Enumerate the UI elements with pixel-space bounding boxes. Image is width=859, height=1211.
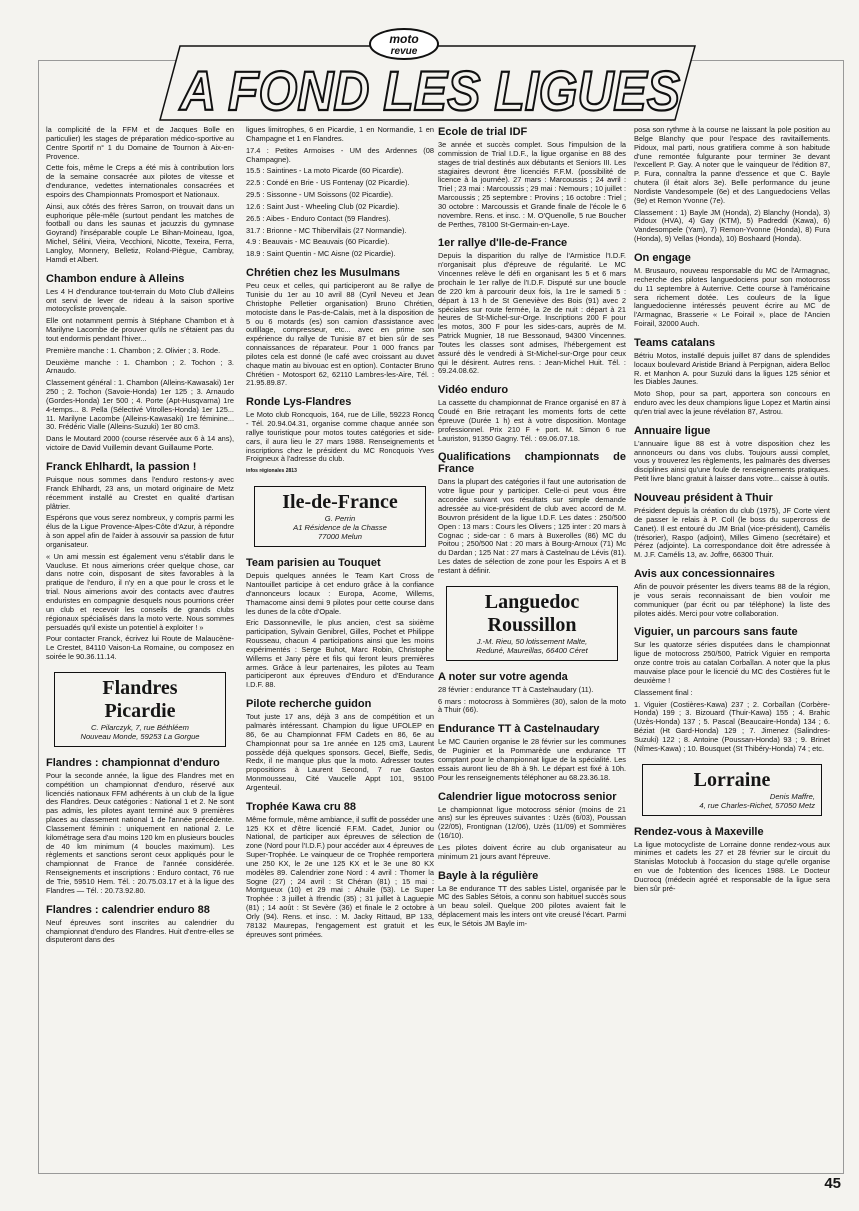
paragraph: Président depuis la création du club (1975), JF Corte vient de passer le relais à P. Coll (le boss du supercross de Canet). Il est entouré du JM Brial (vice-président), Camélis (trésorier), Raspo (adjoint), Milles Gimeno (secrétaire) et Pérez (adjointe). La correspondance doit être adressée à M. J.F. Camélis 13, av. Joffre, 66300 Thuir. bbox=[634, 506, 830, 560]
paragraph: Puisque nous sommes dans l'enduro restons-y avec Franck Ehlhardt, 23 ans, un motard originaire de Metz récemment installé au Crestet en qualité d'artisan plâtrier. bbox=[46, 475, 234, 511]
league-address: Denis Maffre, bbox=[769, 791, 815, 801]
banner-title: A FOND LES LIGUES bbox=[178, 59, 680, 122]
paragraph: 12.6 : Saint Just - Wheeling Club (02 Picardie). bbox=[246, 201, 400, 211]
section-heading: Qualifications championnats de France bbox=[438, 451, 626, 476]
section-heading: Ronde Lys-Flandres bbox=[246, 396, 352, 409]
section-heading: Chrétien chez les Musulmans bbox=[246, 267, 401, 280]
paragraph: Deuxième manche : 1. Chambon ; 2. Tochon ; 3. Arnaudo. bbox=[46, 357, 234, 376]
section-heading: 1er rallye d'Ile-de-France bbox=[438, 237, 568, 250]
paragraph: Depuis la disparition du rallye de l'Armistice l'I.D.F. n'organisait plus d'épreuve de régularité. Le MC Vincennes relève le défi en organisant les 5 et 6 mars prochain le 1er rallye de l'I.D.F. Disputé sur une boucle de 220 km à parcourir deux fois, la 1re le samedi 5 : départ à 13 h de St Geneviève des Bois (91) avec 2 spéciales sur route fermée, la 2e de nuit : départ à 21 heures de St-Michel-sur-Orge. Inscriptions 200 F pour les motos, 300 F pour les sides-cars, auprès de M. Patrick Mugnier, 18 rue Bessonaud, 94300 Vincennes. Toutes les classes sont admises, l'hébergement est assuré dès le vendredi à St-Michel-sur-Orge pour ceux qui le désirent. Autres rens. : Jean-Michel Huit. Tél. : 69.24.08.62. bbox=[438, 251, 626, 376]
column-4 bbox=[634, 126, 830, 1171]
paragraph: Espérons que vous serez nombreux, y compris parmi les élus de la Ligue Provence-Alpes-Côte d'Azur, à répondre à son appel afin de l'aider à assouvir sa passion de futur organisateur. bbox=[46, 513, 234, 549]
paragraph: Ainsi, aux côtés des frères Sarron, on trouvait dans un euphorique pêle-mêle (surtout pendant les matches de football ou dans les saunas et jacuzzis du gymnase Goyrand) l'inséparable couple Le Bihan-Moineau, Igoa, Michel, Sélini, Vieira, Vecchioni, Nicotte, Texeira, Ferra, Langloy, Monnery, Belletiz, Roland-Piègue, Cambray, Hamdi et Albert. bbox=[46, 201, 234, 264]
paragraph: Classement final : bbox=[634, 687, 693, 697]
paragraph: Classement : 1) Bayle JM (Honda), 2) Blanchy (Honda), 3) Pidoux (HVA), 4) Gay (KTM), 5) Padreddi (Kawa), 6) Vandesompele (Yam), 7) Remon-Yvonne (Honda), 8) Fura (Honda), 9) Vellas (Honda), 10) Boshaard (Honda). bbox=[634, 207, 830, 244]
paragraph: Pour la seconde année, la ligue des Flandres met en compétition un championnat d'enduro, réservé aux licenciés nationaux FFM adhérents à un club de la ligue des Flandres. Deux catégories : National 1 et 2. Ne sont pas admis, les pilotes ayant terminé aux 9 premières places au classement national 1 de l'année précédente. Classement féminin : uniquement en national 2. Le kilométrage sera d'au moins 120 km en plusieurs boucles de 40 km minimum (4 boucles maximum). Les règlements et sanctions seront ceux appliqués pour le championnat de France de l'année considérée. Renseignements et inscriptions : Enduro contact, 76 rue de Trie, 59510 Hem. Tél. : 20.75.03.17 et à la ligue des Flandres — Tél. : 20.73.92.80. bbox=[46, 770, 234, 895]
section-heading: Vidéo enduro bbox=[438, 384, 509, 397]
paragraph: 18.9 : Saint Quentin - MC Aisne (02 Picardie). bbox=[246, 249, 396, 259]
league-address: 4, rue Charles-Richet, 57050 Metz bbox=[699, 800, 815, 810]
column-3 bbox=[438, 126, 626, 1171]
intro-text bbox=[46, 126, 234, 265]
league-address: G. Perrin bbox=[324, 514, 356, 524]
paragraph: Afin de pouvoir présenter les divers teams 88 de la région, je vous serais reconnaissant de bien vouloir me communiquer (par écrit ou par téléphone) la liste des pilotes aidés. Merci pour votre collaboration. bbox=[634, 582, 830, 618]
section-heading: Team parisien au Touquet bbox=[246, 557, 381, 570]
paragraph: L'annuaire ligue 88 est à votre disposition chez les annonceurs ou dans vos clubs. Toujours aussi complet, vous y trouverez les règlements, les palmarès des diverses disciplines ainsi qu'une foule de renseignements pratiques. Petit livre blanc gratuit à laisser dans votre... caisse à outils. bbox=[634, 438, 830, 484]
paragraph: Le MC Caurien organise le 28 février sur les communes de Puginier et la Pommarède une endurance TT comptant pour le championnat ligue de la spécialité. Les essais auront lieu de 8h à 9h. Le départ est fixé à 10h. Pour les renseignements téléphoner au 68.23.36.18. bbox=[438, 737, 626, 782]
section-banner bbox=[150, 28, 710, 123]
section-heading: On engage bbox=[634, 251, 691, 264]
paragraph: Dans la plupart des catégories il faut une autorisation de votre ligue pour y participer. Celle-ci peut vous être accordée suivant vos résultats sur simple demande adressée au vice-président de club avec accord de M. Bouvron président de la ligue I.D.F. Les dates : 250/500 Open : 13 mars : Cours les Olivers ; 125 inter : 20 mars à Cognac ; side-car : 6 mars à Buxerolles (86) MC du Poitou ; 250/500 Nat : 20 mars à Bourg-Arnoux (71) Mc du Dardan ; 125 Nat : 27 mars à Castelnau de Lévis (81). Les dates de sélection de zone pour les Espoirs A et B restant à définir. bbox=[438, 477, 626, 575]
paragraph: Dans le Moutard 2000 (course réservée aux 6 à 14 ans), victoire de David Vuillemin devant Guillaume Porte. bbox=[46, 434, 234, 453]
section-heading: Chambon endure à Alleins bbox=[46, 272, 185, 285]
logo-line2: revue bbox=[390, 46, 418, 57]
paragraph: 4.9 : Beauvais - MC Beauvais (60 Picardie). bbox=[246, 237, 390, 247]
paragraph: Eric Dassonneville, le plus ancien, c'est sa sixième participation, Sylvain Genibrel, Gilles, Pochet et Philippe Rousseau, chacun 4 participations ainsi que les moins expérimentés : Serge Buhot, Marc Robin, Christophe Willems et Jany père et fils qui feront leurs premières armes. Grâce à leur partenaires, les pilotes au Team participeront aux épreuves d'Enduro et d'Endurance I.D.F. 88. bbox=[246, 618, 434, 690]
section-heading: A noter sur votre agenda bbox=[438, 670, 568, 683]
paragraph: Moto Shop, pour sa part, apportera son concours en enduro avec les deux champions ligue Lopez et Martin ainsi qu'en trial avec la jeune révélation 87, Astrou. bbox=[634, 389, 830, 416]
paragraph: Le championnat ligue motocross sénior (moins de 21 ans) sur les épreuves suivantes : Uzès (6/03), Poussan (22/05), Frontignan (12/06), Uzès (11/09) et Sommières (16/10). bbox=[438, 804, 626, 841]
paragraph: Première manche : 1. Chambon ; 2. Olivier ; 3. Rode. bbox=[46, 345, 221, 355]
article-columns bbox=[42, 126, 842, 1171]
paragraph: posa son rythme à la course ne laissant la pole position au Belge Blanchy que pour l'espace des ravitaillements. Pidoux, mal parti, nous gratifiera comme à son habitude d'une remontée fulgurante pour terminer 3e devant l'excellent P. Gay. A noter que le vainqueur de l'édition 87, P. Fura, connaîtra la panne d'essence et que C. Bayle chutera (il était alors 3e). Belle performance du jeune Nordiste Vandesompele (6e) et des Languedociens Vellas (9e) et Remon Yvonne (7e). bbox=[634, 126, 830, 205]
section-heading: Avis aux concessionnaires bbox=[634, 568, 775, 581]
paragraph: Tout juste 17 ans, déjà 3 ans de compétition et un palmarès intéressant. Champion du ligue UFOLEP en 86, 6e au Championnat FFM Cadets en 86, 6e au Championnat pour sa 1re année en 125 cm3, Laurent possède déjà quelques sponsors. Gecel, Bieffe, Sedis, Redx, il ne manque plus que la moto. Adresser toutes propositions à Laurent Second, 7 rue Gaston Monmousseau, Cité Vaucelle Appt 101, 95100 Argenteuil. bbox=[246, 712, 434, 792]
column-2 bbox=[246, 126, 434, 1171]
section-heading: Teams catalans bbox=[634, 336, 716, 349]
paragraph: La 8e endurance TT des sables Listel, organisée par le MC des Sables Sétois, a connu son habituel succès sous un beau soleil. Quelque 200 pilotes avaient fait le déplacement mais les inters ont vite creusé l'écart. Parmi eux, le Sétois JM Bayle im- bbox=[438, 883, 626, 928]
paragraph: « Un ami messin est également venu s'établir dans le Vaucluse. Et nous aimerions créer quelque chose, car dans notre coin, disposant de sites favorables à la pratique de l'enduro, il n'y en a que pour le cross et le trial. Nous aimerions avoir des contacts avec d'autres enduristes en compagnie desquels nous pourrions créer un club et recevoir les conseils de grands clubs régionaux spécialisés dans la moto verte. Nous sommes persuadés qu'il existe un potentiel à exploiter ! » bbox=[46, 551, 234, 632]
moto-revue-logo bbox=[370, 29, 438, 59]
section-heading: Rendez-vous à Maxeville bbox=[634, 825, 764, 838]
league-name: Languedoc bbox=[484, 590, 580, 613]
paragraph: ligues limitrophes, 6 en Picardie, 1 en Normandie, 1 en Champagne et 1 en Flandres. bbox=[246, 126, 434, 143]
league-box-flandres bbox=[54, 672, 226, 747]
section-heading: Calendrier ligue motocross senior bbox=[438, 790, 617, 803]
league-box-lorraine bbox=[642, 764, 822, 816]
section-heading: Viguier, un parcours sans faute bbox=[634, 626, 798, 639]
paragraph: La ligue motocycliste de Lorraine donne rendez-vous aux minimes et cadets les 27 et 28 février sur le circuit du Stanislas Motoclub à l'occasion du stage qu'elle organise en vue de l'obtention des licences 1988. Le Docteur Ducrocq (médecin agréé et responsable de la ligue sera bien sûr pré- bbox=[634, 839, 830, 893]
section-heading: Bayle à la régulière bbox=[438, 869, 539, 882]
paragraph: la complicité de la FFM et de Jacques Bolle en particulier) les stages de préparation médico-sportive au Centre Sportif n° 1 du Domaine de Tournon à Aix-en-Provence. bbox=[46, 126, 234, 161]
section-heading: Endurance TT à Castelnaudary bbox=[438, 723, 600, 736]
paragraph: Classement général : 1. Chambon (Alleins-Kawasaki) 1er 250 ; 2. Tochon (Savoie-Honda) 1er 125 ; 3. Arnaudo (Gordes-Honda) 1er 500 ; 4. Porte (Apt-Husqvarna) 1re 4-temps... 8. Pella (Sélectivé Vitrolles-Honda) 1er 125... 11. Marilyne Lacombe (Alleins-Kawasaki) 1re féminine... 30. Frédéric Vialle (Alleins-Suzuki) 1er 80 cm3. bbox=[46, 378, 234, 432]
paragraph: 17.4 : Petites Armoises - UM des Ardennes (08 Champagne). bbox=[246, 145, 434, 164]
paragraph: M. Brusauro, nouveau responsable du MC de l'Armagnac, recherche des pilotes languedociens pour son motocross du 11 septembre à Auterrive. Cette course à l'américaine sera richement dotée. Les couleurs de la ligue languedocienne intéressés peuvent écrire au MC de l'Armagnac, Brasserie « Le Foirail », place de l'Ancien Foirail, 32000 Auch. bbox=[634, 265, 830, 329]
paragraph: 15.5 : Saintines - La moto Picarde (60 Picardie). bbox=[246, 166, 404, 176]
league-name: Flandres bbox=[102, 676, 178, 699]
paragraph: 28 février : endurance TT à Castelnaudary (11). bbox=[438, 684, 594, 694]
paragraph: Peu ceux et celles, qui participeront au 8e rallye de Tunisie du 1er au 10 avril 88 (Cyril Neveu et Jean Christophe Pelletier organisation) Bruno Chrétien, motociste dans le Pas-de-Calais, met à la disposition de 5 ou 6 motards (es) son camion d'assistance avec outillage, compresseur, etc... avec en prime son expérience du rallye de Tunisie 87 et bien sûr de ses connaissances de réparateur. Pour 1 000 francs par pilotes cela est donné (le café avec croissant au duvet chaque matin au bivouac est en option). Contacter Bruno Chrétien - Motosport 62, 62110 Lambres-les-Aire, Tél. : 21.95.89.87. bbox=[246, 281, 434, 388]
paragraph: La cassette du championnat de France organisé en 87 à Coudé en Brie retraçant les moments forts de cette épreuve (Durée 1 h) est à votre disposition. Montage professionnel. Prix 210 F + port. M. Simon 6 rue Lauriston, 91350 Gagny. Tél. : 69.06.07.18. bbox=[438, 398, 626, 443]
paragraph: 31.7 : Brionne - MC Thibervillais (27 Normandie). bbox=[246, 225, 407, 235]
column-1 bbox=[46, 126, 234, 1171]
section-heading: Trophée Kawa cru 88 bbox=[246, 800, 357, 813]
league-address: Nouveau Monde, 59253 La Gorgue bbox=[80, 731, 200, 741]
paragraph: Cette fois, même le Creps a été mis à contribution lors de la semaine consacrée aux pilotes de vitesse et d'endurance, vedettes internationales consacrées et espoirs des Championnats Promosport et Nationaux. bbox=[46, 163, 234, 199]
paragraph: 3e année et succès complet. Sous l'impulsion de la commission de Trial I.D.F., la ligue organise en 88 des stages de trial destinés aux débutants et Seniors III. Les stagiaires devront être licenciés F.F.M. (possibilité de licence à la journée). 27 mars : Marcoussis ; 24 avril : Triel ; 23 mai : Marcoussis ; 29 mai : Nemours ; 10 juillet : Marcoussis ; 25 septembre : Provins ; 16 octobre : Triel ; 30 octobre : Marcoussis et Grande finale de l'école le 6 novembre. Rens. et insc. : M. O'Quenolle, 5 rue Boucher de Perthes, 78100 St-Germain-en-Laye. bbox=[438, 140, 626, 229]
page-number: 45 bbox=[824, 1175, 841, 1192]
section-heading: Pilote recherche guidon bbox=[246, 698, 372, 711]
paragraph: Les pilotes doivent écrire au club organisateur au minimum 21 jours avant l'épreuve. bbox=[438, 842, 626, 861]
paragraph: Bétriu Motos, installé depuis juillet 87 dans de splendides locaux boulevard Aristide Briand à Perpignan, aidera Belloc R. et Manhon A. pour Suzuki dans la ligues 125 sénior et les Diables Jaunes. bbox=[634, 350, 830, 387]
league-address: J.-M. Rieu, 50 lotissement Malte, bbox=[476, 636, 588, 646]
logo-line1: moto bbox=[389, 32, 419, 46]
paragraph: 22.5 : Condé en Brie - US Fontenay (02 Picardie). bbox=[246, 178, 410, 188]
paragraph: Neuf épreuves sont inscrites au calendrier du championnat d'enduro des Flandres. Huit d'entre-elles se disputeront dans des bbox=[46, 917, 234, 945]
banner-graphic bbox=[150, 28, 710, 123]
paragraph: 6 mars : motocross à Sommières (30), salon de la moto à Thuir (66). bbox=[438, 696, 626, 715]
paragraph: Depuis quelques années le Team Kart Cross de Nantouillet participe à cet enduro grâce à la confiance d'annonceurs locaux : Europa, Acome, Willems, Thamacome ainsi demi 9 pilotes pour cette course dans les dunes de la côte d'Opale. bbox=[246, 571, 434, 616]
paragraph: 29.5 : Sissonne - UM Soissons (02 Picardie). bbox=[246, 190, 394, 200]
section-heading: Flandres : calendrier enduro 88 bbox=[46, 903, 210, 916]
section-heading: Franck Ehlhardt, la passion ! bbox=[46, 461, 197, 473]
league-name: Picardie bbox=[104, 699, 176, 722]
section-heading: Ecole de trial IDF bbox=[438, 126, 528, 138]
league-name: Ile-de-France bbox=[282, 491, 398, 514]
league-name: Roussillon bbox=[487, 613, 577, 636]
paragraph: Même formule, même ambiance, il suffit de posséder une 125 KX et d'être licencié F.F.M. Cadet, Junior ou National, de participer aux épreuves de sélection de zone (Nord pour l'I.D.F.) pour accéder aux 4 épreuves de Super-Trophée. Le vainqueur de ce Trophée remportera une 250 KX, le 2e une 125 KX et le 3e une 80 KX modèles 89. Calendrier zone Nord : 4 avril : Thomer la Sogne (27) ; 24 avril : St Chéran (81) ; 15 mai : Montgueux (10) et 29 mai : Ahuile (53). Le Super Trophée : 3 juillet à Ifrendic (35) ; 31 juillet à Laguepie (81) ; 14 août : St Sevère (36) et finale le 2 octobre à Orly (94). Rens. et insc. : M. Jacky Rittaud, BP 133, 78132 Maurepas, l'engagement est gratuit et les épreuves sont primées. bbox=[246, 814, 434, 939]
league-box-ile-de-france bbox=[254, 486, 426, 547]
league-address: 77000 Melun bbox=[318, 532, 362, 542]
paragraph: Elle ont notamment permis à Stéphane Chambon et à Marilyne Lacombe de prouver qu'ils ne s'étaient pas du tout endormis pendant l'hiver... bbox=[46, 316, 234, 343]
section-heading: Annuaire ligue bbox=[634, 424, 711, 437]
paragraph: Les 4 H d'endurance tout-terrain du Moto Club d'Alleins ont servi de lever de rideau à la saison sportive motocycliste provençale. bbox=[46, 286, 234, 314]
league-address: C. Pilarczyk, 7, rue Béthléem bbox=[91, 722, 189, 732]
paragraph: Pour contacter Franck, écrivez lui Route de Malaucène-Le Crestet, 84110 Vaison-La Romaine, ou composez en soirée le 90.36.11.14. bbox=[46, 634, 234, 662]
league-address: A1 Résidence de la Chasse bbox=[293, 523, 387, 533]
source-credit: infos régionales 2813 bbox=[246, 468, 297, 475]
section-heading: Flandres : championnat d'enduro bbox=[46, 756, 220, 769]
paragraph: Le Moto club Roncquois, 164, rue de Lille, 59223 Roncq - Tél. 20.94.04.31, organise comme chaque année son rallye touristique pour motos toutes catégories et side-cars, il aura lieu le 27 mars 1988. Renseignements et inscriptions chez le président du MC Roncquois Yves Froigneux à l'adresse du club. bbox=[246, 410, 434, 464]
league-address: Reduné, Maureillas, 66400 Céret bbox=[476, 645, 588, 655]
paragraph: Sur les quatorze séries disputées dans le championnat ligue de motocross 250/500, Patrick Viguier en remporta onze contre trois au catalan Corbaîlan. A noter que la plus mauvaise place pour le licencié du MC des Costières fut le deuxième ! bbox=[634, 640, 830, 685]
paragraph: 26.5 : Aibes - Enduro Contact (59 Flandres). bbox=[246, 213, 391, 223]
league-box-languedoc-roussillon bbox=[446, 586, 618, 661]
section-heading: Nouveau président à Thuir bbox=[634, 492, 773, 504]
league-name: Lorraine bbox=[693, 768, 771, 791]
paragraph: 1. Viguier (Costières-Kawa) 237 ; 2. Corbaîlan (Corbère-Honda) 199 ; 3. Bizouard (Thuir-Kawa) 155 ; 4. Brahic (Uzès-Honda) 137 ; 5. Pascal (Beaucaire-Honda) 134 ; 6. Béziat (Ht Gard-Honda) 129 ; 7. Jimenez (Salindres-Suzuki) 122 ; 8. Antoine (Poussan-Honda) 93 ; 9. Brinet (Nîmes-Kawa) ; 10. Bousquet (St Thibéry-Honda) 74 ; etc. bbox=[634, 699, 830, 753]
